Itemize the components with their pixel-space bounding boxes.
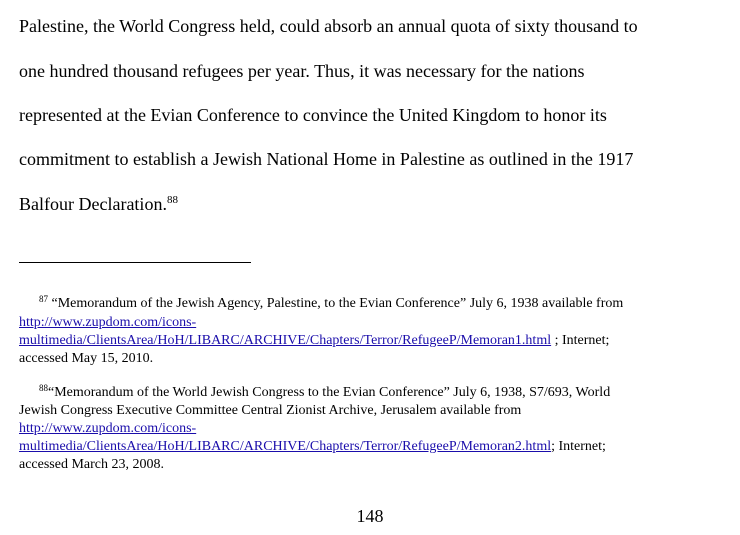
footnote-text: “Memorandum of the Jewish Agency, Palestine, to the Evian Conference” July 6, 1938 available from (48, 296, 624, 311)
footnote-text: “Memorandum of the World Jewish Congress to the Evian Conference” July 6, 1938, S7/693, World (48, 385, 611, 400)
body-line: commitment to establish a Jewish National Home in Palestine as outlined in the 1917 (19, 149, 634, 169)
footnote-link[interactable]: multimedia/ClientsArea/HoH/LIBARC/ARCHIVE/Chapters/Terror/RefugeeP/Memoran2.html (19, 439, 552, 454)
footnote-reference[interactable]: 88 (166, 194, 178, 206)
body-line-text: Balfour Declaration. (19, 194, 167, 214)
footnote-88-url[interactable] (19, 420, 196, 438)
footnote-accessed: accessed March 23, 2008. (19, 457, 165, 472)
body-line-last (19, 193, 178, 215)
footnote-text: ; Internet; (551, 333, 610, 348)
footnote-text: Jewish Congress Executive Committee Central Zionist Archive, Jerusalem available from (19, 403, 522, 418)
footnote-separator (19, 262, 251, 263)
footnote-link[interactable]: http://www.zupdom.com/icons- (19, 421, 197, 436)
page-number: 148 (356, 506, 384, 526)
body-line: represented at the Evian Conference to convince the United Kingdom to honor its (19, 105, 607, 125)
footnote-accessed: accessed May 15, 2010. (19, 351, 154, 366)
footnote-link[interactable]: multimedia/ClientsArea/HoH/LIBARC/ARCHIVE/Chapters/Terror/RefugeeP/Memoran1.html (19, 333, 552, 348)
footnote-87-url[interactable] (19, 314, 196, 332)
footnote-number: 88 (39, 383, 48, 393)
footnote-88-line (39, 384, 610, 402)
body-line: Palestine, the World Congress held, could absorb an annual quota of sixty thousand to (19, 16, 638, 36)
footnote-link[interactable]: http://www.zupdom.com/icons- (19, 315, 197, 330)
footnote-text: ; Internet; (551, 439, 606, 454)
footnote-88-url-cont (19, 438, 606, 456)
footnote-87-url-cont (19, 332, 609, 350)
footnote-number: 87 (39, 294, 48, 304)
footnote-87-line (39, 295, 623, 313)
body-line: one hundred thousand refugees per year. Thus, it was necessary for the nations (19, 61, 585, 81)
